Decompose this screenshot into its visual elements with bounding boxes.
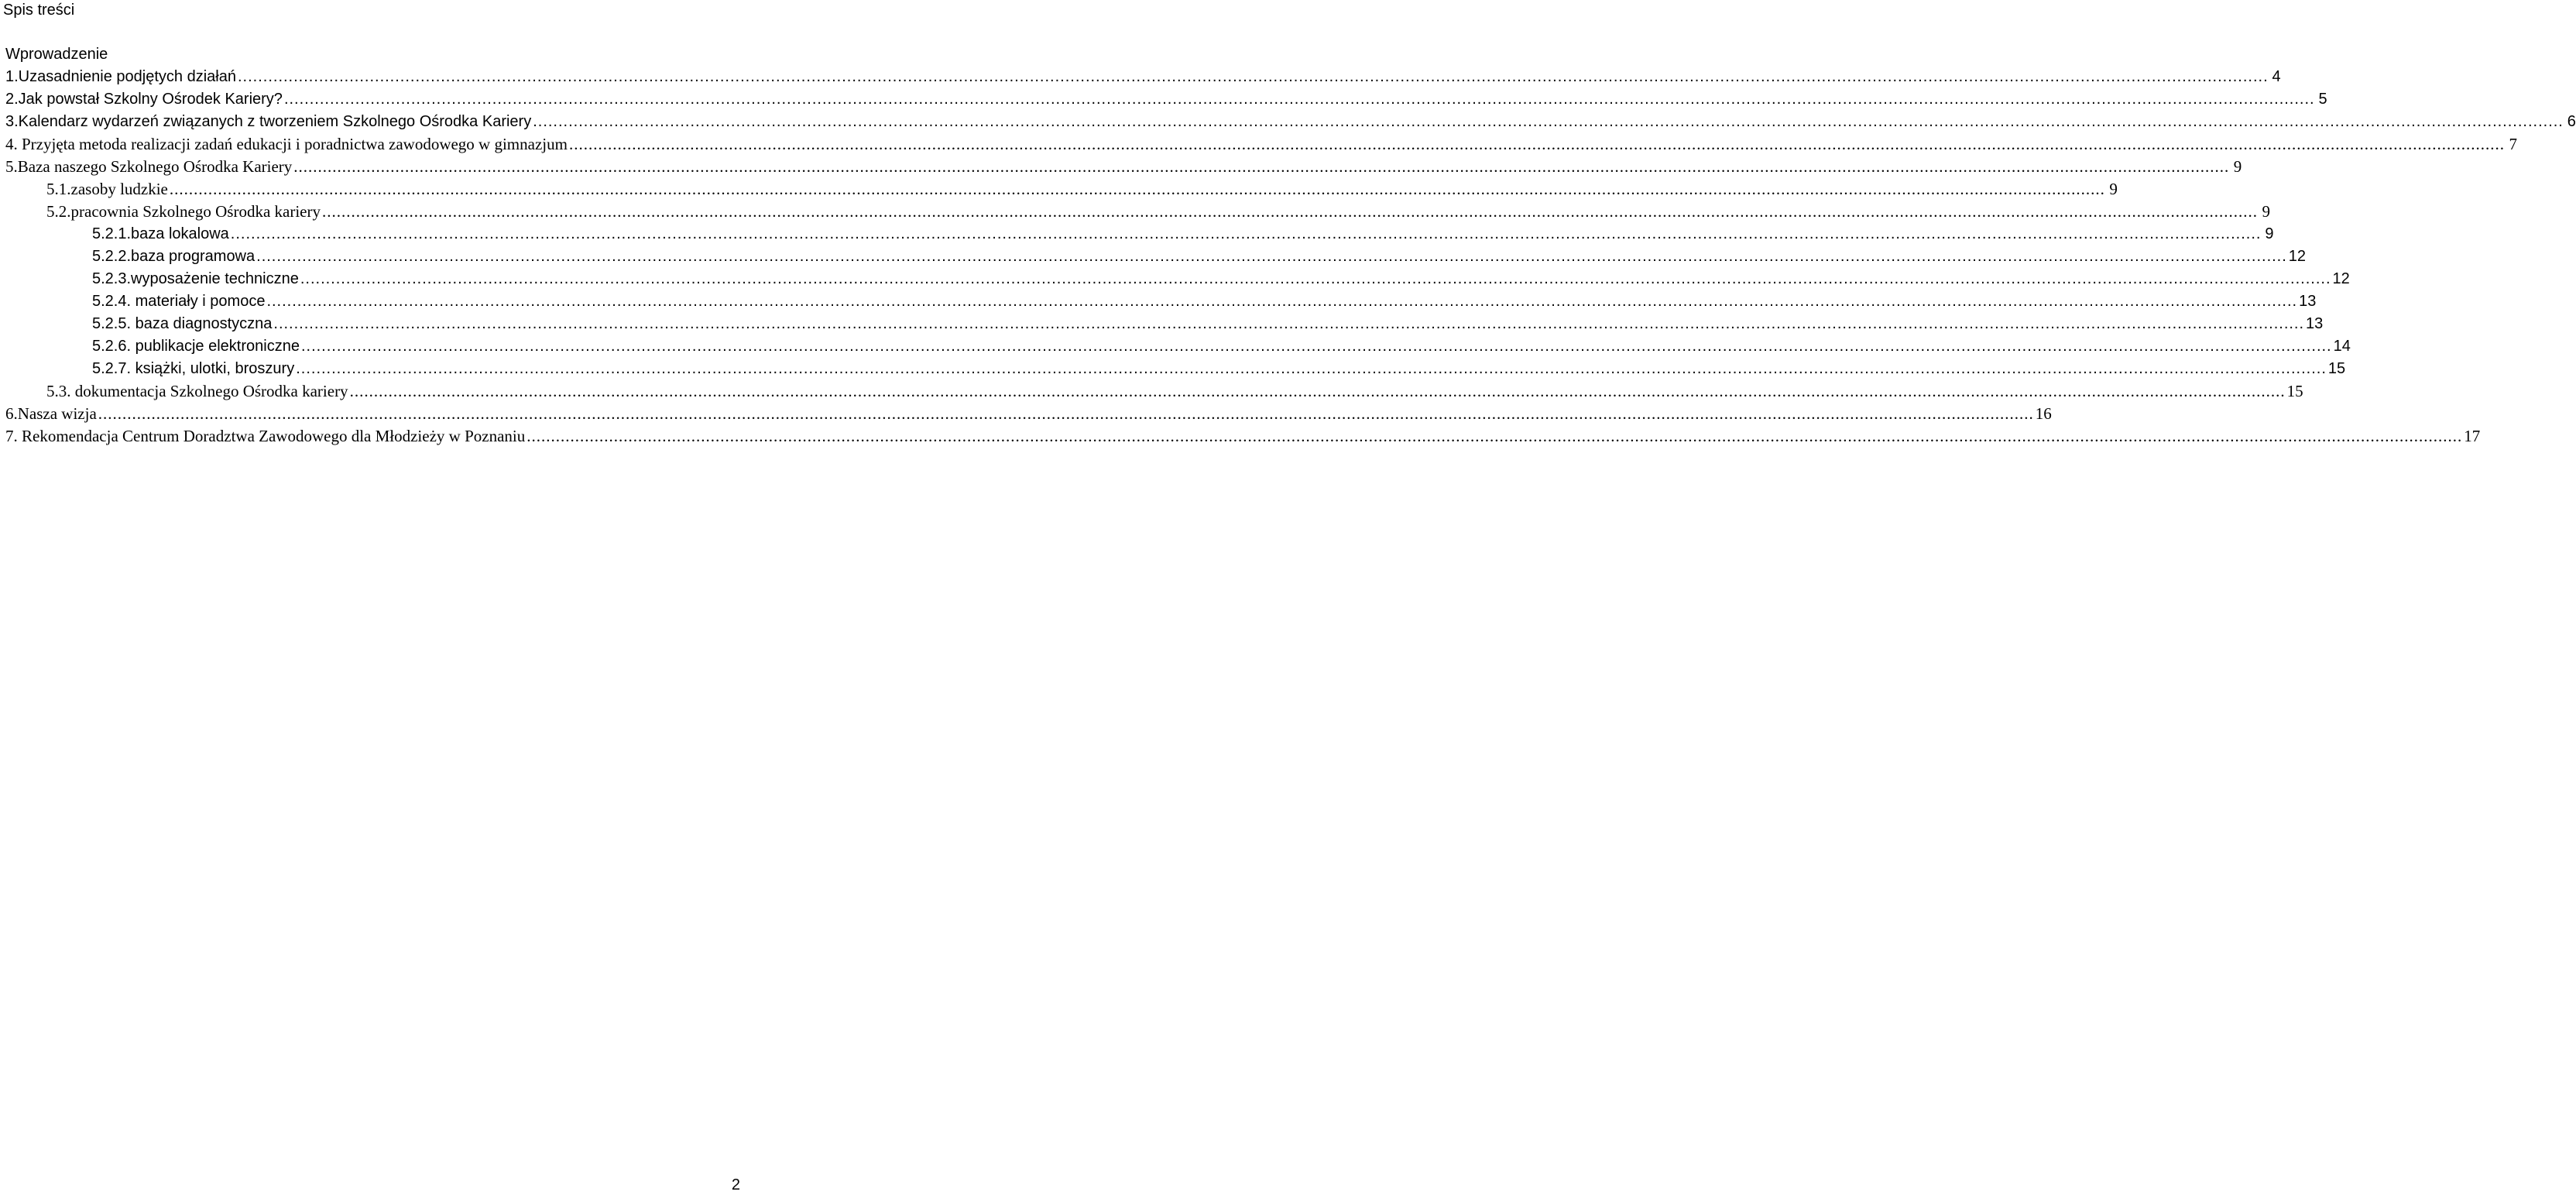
toc-entry[interactable] bbox=[0, 358, 2346, 380]
toc-entry-page: 12 bbox=[2288, 248, 2307, 265]
toc-leader-dots: ................................................................................................................................................................................................................................................................................................................................................................................................................ bbox=[98, 404, 2034, 423]
toc-entry-page: 6 bbox=[2567, 113, 2576, 130]
toc-entry-page: 17 bbox=[2464, 427, 2481, 445]
toc-entry-page: 15 bbox=[2286, 382, 2303, 400]
toc-entry-label: 5.2.pracownia Szkolnego Ośrodka kariery bbox=[46, 202, 321, 221]
toc-entry-page: 13 bbox=[2299, 293, 2317, 310]
toc-entry[interactable] bbox=[0, 380, 2303, 403]
toc-entry-page: 16 bbox=[2035, 404, 2052, 423]
toc-entry-page: 13 bbox=[2306, 315, 2324, 332]
toc-entry[interactable] bbox=[0, 268, 2350, 290]
toc-leader-dots: ................................................................................................................................................................................................................................................................................................................................................................................................................ bbox=[266, 293, 2298, 310]
toc-leader-dots: ................................................................................................................................................................................................................................................................................................................................................................................................................ bbox=[321, 202, 2258, 221]
toc-leader-dots: ................................................................................................................................................................................................................................................................................................................................................................................................................ bbox=[527, 427, 2463, 445]
toc-leader-dots: ................................................................................................................................................................................................................................................................................................................................................................................................................ bbox=[568, 135, 2505, 153]
toc-leader-dots: ................................................................................................................................................................................................................................................................................................................................................................................................................ bbox=[273, 315, 2305, 332]
toc-entry[interactable] bbox=[0, 313, 2324, 335]
toc-leader-dots: ................................................................................................................................................................................................................................................................................................................................................................................................................ bbox=[533, 113, 2564, 130]
toc-entry-label: 5.3. dokumentacja Szkolnego Ośrodka kariery bbox=[46, 382, 348, 400]
toc-entry-label: 5.2.5. baza diagnostyczna bbox=[92, 315, 273, 332]
toc-leader-dots: ................................................................................................................................................................................................................................................................................................................................................................................................................ bbox=[283, 91, 2315, 108]
toc-intro bbox=[0, 43, 746, 66]
toc-entry-label: 5.2.1.baza lokalowa bbox=[92, 225, 229, 242]
toc-entry-label: 7. Rekomendacja Centrum Doradztwa Zawodowego dla Młodzieży w Poznaniu bbox=[5, 427, 526, 445]
page-number: 2 bbox=[731, 1176, 740, 1193]
toc-entry[interactable] bbox=[0, 335, 2351, 358]
toc-entry-page: 9 bbox=[2109, 180, 2118, 198]
toc-entry[interactable] bbox=[0, 111, 2576, 133]
toc-entry[interactable] bbox=[0, 66, 2281, 88]
toc-entry-page: 15 bbox=[2327, 360, 2346, 377]
toc-entry-label: 5.1.zasoby ludzkie bbox=[46, 180, 168, 198]
toc-entry[interactable] bbox=[0, 88, 2327, 111]
toc-leader-dots: ................................................................................................................................................................................................................................................................................................................................................................................................................ bbox=[349, 382, 2286, 400]
toc-entry-label: 3.Kalendarz wydarzeń związanych z tworzeniem Szkolnego Ośrodka Kariery bbox=[5, 113, 532, 130]
toc-leader-dots: ................................................................................................................................................................................................................................................................................................................................................................................................................ bbox=[300, 338, 2332, 355]
toc-entry-label: 5.2.4. materiały i pomoce bbox=[92, 293, 266, 310]
toc-leader-dots: ................................................................................................................................................................................................................................................................................................................................................................................................................ bbox=[300, 270, 2331, 287]
toc-entry[interactable] bbox=[0, 403, 2052, 425]
toc-leader-dots: ................................................................................................................................................................................................................................................................................................................................................................................................................ bbox=[296, 360, 2327, 377]
toc-entry-page: 9 bbox=[2265, 225, 2274, 242]
toc-entry-label: 5.2.3.wyposażenie techniczne bbox=[92, 270, 299, 287]
toc-leader-dots: ................................................................................................................................................................................................................................................................................................................................................................................................................ bbox=[237, 68, 2269, 85]
toc-entry[interactable] bbox=[0, 133, 2517, 156]
toc-leader-dots: ................................................................................................................................................................................................................................................................................................................................................................................................................ bbox=[230, 225, 2262, 242]
toc-entry-label: 2.Jak powstał Szkolny Ośrodek Kariery? bbox=[5, 91, 283, 108]
toc-entry-label: 4. Przyjęta metoda realizacji zadań edukacji i poradnictwa zawodowego w gimnazjum bbox=[5, 135, 568, 153]
toc-entry[interactable] bbox=[0, 425, 2481, 448]
toc-entry[interactable] bbox=[0, 246, 2307, 268]
toc-entry-page: 9 bbox=[2262, 202, 2270, 221]
toc-entry-page: 7 bbox=[2509, 135, 2517, 153]
toc-entry-page: 12 bbox=[2332, 270, 2350, 287]
toc-entry-page: 14 bbox=[2333, 338, 2351, 355]
toc-entries bbox=[0, 66, 2576, 448]
toc-leader-dots: ................................................................................................................................................................................................................................................................................................................................................................................................................ bbox=[293, 157, 2230, 176]
page-title: Spis treści bbox=[3, 2, 75, 19]
toc-entry[interactable] bbox=[0, 201, 2270, 223]
toc-entry-label: 5.2.7. książki, ulotki, broszury bbox=[92, 360, 295, 377]
toc-entry-page: 9 bbox=[2233, 157, 2242, 176]
toc-entry[interactable] bbox=[0, 290, 2317, 313]
toc-entry[interactable] bbox=[0, 223, 2274, 246]
toc-intro-label: Wprowadzenie bbox=[5, 46, 108, 63]
toc-entry-label: 1.Uzasadnienie podjętych działań bbox=[5, 68, 236, 85]
toc-entry[interactable] bbox=[0, 178, 2118, 201]
table-of-contents bbox=[0, 43, 2576, 448]
toc-entry-label: 5.2.6. publikacje elektroniczne bbox=[92, 338, 300, 355]
toc-entry-label: 5.Baza naszego Szkolnego Ośrodka Kariery bbox=[5, 157, 293, 176]
toc-entry[interactable] bbox=[0, 156, 2242, 178]
toc-entry-label: 6.Nasza wizja bbox=[5, 404, 97, 423]
toc-entry-page: 4 bbox=[2272, 68, 2281, 85]
toc-entry-page: 5 bbox=[2318, 91, 2327, 108]
toc-leader-dots: ................................................................................................................................................................................................................................................................................................................................................................................................................ bbox=[256, 248, 2287, 265]
toc-entry-label: 5.2.2.baza programowa bbox=[92, 248, 256, 265]
toc-leader-dots: ................................................................................................................................................................................................................................................................................................................................................................................................................ bbox=[169, 180, 2105, 198]
